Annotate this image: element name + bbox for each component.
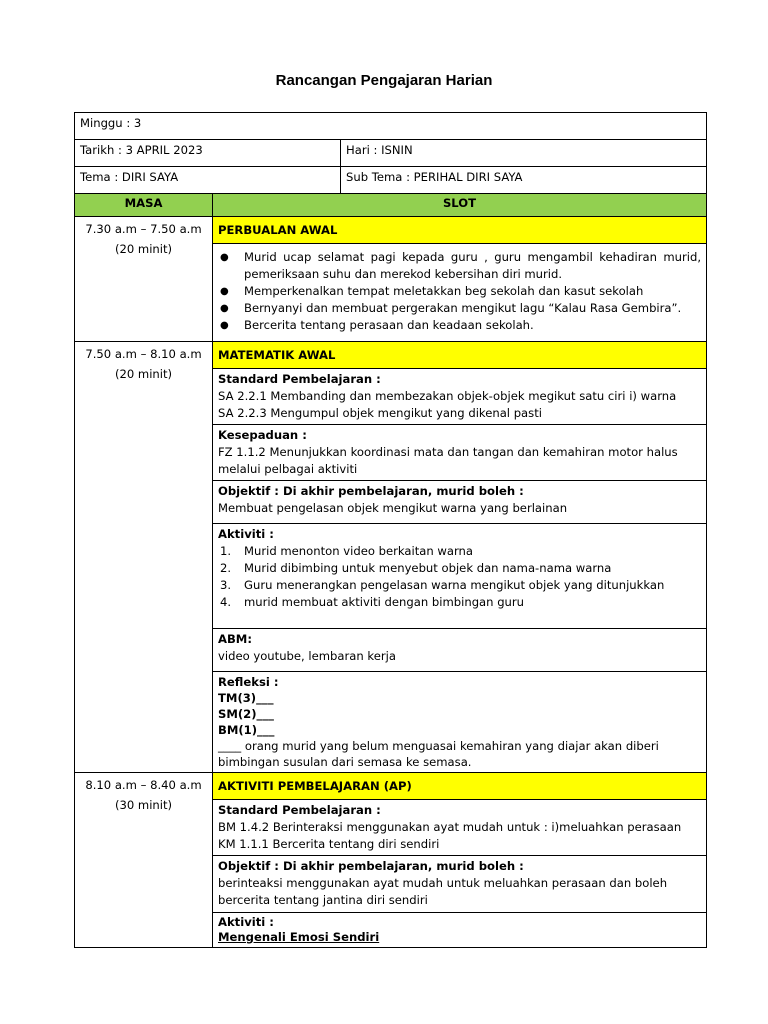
- slot1-item: ● Murid ucap selamat pagi kepada guru , guru mengambil kehadiran murid, pemeriksaan suhu dan merekod kebersihan diri murid.: [218, 249, 701, 283]
- slot3-standard: [213, 800, 707, 856]
- slot2-kesepaduan-text: FZ 1.1.2 Menunjukkan koordinasi mata dan tangan dan kemahiran motor halus melalui pelbagai aktiviti: [218, 445, 678, 476]
- slot2-heading: MATEMATIK AWAL: [213, 342, 707, 369]
- slot2-bm: BM(1)___: [218, 723, 275, 737]
- slot2-refleksi: [213, 672, 707, 773]
- slot1-item: ● Memperkenalkan tempat meletakkan beg sekolah dan kasut sekolah: [218, 283, 701, 300]
- minggu-cell: Minggu : 3: [75, 113, 707, 140]
- tema-cell: Tema : DIRI SAYA: [75, 167, 341, 194]
- slot2-abm-label: ABM:: [218, 632, 252, 646]
- slot3-time-cell: [75, 773, 213, 948]
- slot3-duration: (30 minit): [114, 798, 173, 812]
- slot3-objektif: [213, 856, 707, 913]
- slot2-refleksi-label: Refleksi :: [218, 675, 279, 689]
- slot2-aktiviti-item: 3. Guru menerangkan pengelasan warna mengikut objek yang ditunjukkan: [220, 578, 665, 592]
- page-title: Rancangan Pengajaran Harian: [275, 72, 493, 89]
- slot1-heading: PERBUALAN AWAL: [213, 217, 707, 244]
- slot1-item: ● Bercerita tentang perasaan dan keadaan sekolah.: [218, 317, 701, 334]
- slot2-standard-label: Standard Pembelajaran :: [218, 372, 381, 386]
- slot2-objektif: [213, 481, 707, 524]
- slot2-aktiviti: [213, 524, 707, 629]
- lesson-plan-table: [74, 112, 707, 948]
- slot3-aktiviti: [213, 913, 707, 948]
- slot3-standard-label: Standard Pembelajaran :: [218, 803, 381, 817]
- slot3-aktiviti-label: Aktiviti :: [218, 915, 274, 929]
- slot3-objektif-text: berinteaksi menggunakan ayat mudah untuk meluahkan perasaan dan boleh bercerita tentang jantina diri sendiri: [218, 876, 668, 907]
- slot3-standard-2: KM 1.1.1 Bercerita tentang diri sendiri: [218, 837, 440, 851]
- slot2-sm: SM(2)___: [218, 707, 274, 721]
- slot1-item: ● Bernyanyi dan membuat pergerakan mengikut lagu “Kalau Rasa Gembira”.: [218, 300, 701, 317]
- slot2-refleksi-text: ____ orang murid yang belum menguasai kemahiran yang diajar akan diberi bimbingan susulan dari semasa ke semasa.: [218, 739, 659, 769]
- slot2-aktiviti-item: 2. Murid dibimbing untuk menyebut objek dan nama-nama warna: [220, 561, 612, 575]
- slot2-objektif-label: Objektif : Di akhir pembelajaran, murid boleh :: [218, 484, 524, 498]
- slot1-content: [213, 244, 707, 342]
- slot2-aktiviti-label: Aktiviti :: [218, 527, 274, 541]
- slot2-standard: [213, 369, 707, 425]
- slot3-objektif-label: Objektif : Di akhir pembelajaran, murid boleh :: [218, 859, 524, 873]
- hari-cell: Hari : ISNIN: [341, 140, 707, 167]
- slot2-duration: (20 minit): [114, 367, 173, 381]
- slot3-aktiviti-title: Mengenali Emosi Sendiri: [218, 930, 380, 944]
- slot2-time-cell: [75, 342, 213, 773]
- subtema-cell: Sub Tema : PERIHAL DIRI SAYA: [341, 167, 707, 194]
- slot1-duration: (20 minit): [114, 242, 173, 256]
- slot1-time: 7.30 a.m – 7.50 a.m: [85, 222, 202, 236]
- slot2-tm: TM(3)___: [218, 691, 274, 705]
- masa-header: MASA: [75, 194, 213, 217]
- slot2-aktiviti-item: 1. Murid menonton video berkaitan warna: [220, 544, 474, 558]
- slot-header: SLOT: [213, 194, 707, 217]
- slot2-abm: [213, 629, 707, 672]
- tarikh-cell: Tarikh : 3 APRIL 2023: [75, 140, 341, 167]
- slot3-standard-1: BM 1.4.2 Berinteraksi menggunakan ayat mudah untuk : i)meluahkan perasaan: [218, 820, 682, 834]
- slot3-heading: AKTIVITI PEMBELAJARAN (AP): [213, 773, 707, 800]
- slot2-kesepaduan-label: Kesepaduan :: [218, 428, 307, 442]
- slot1-time-cell: [75, 217, 213, 342]
- slot2-aktiviti-item: 4. murid membuat aktiviti dengan bimbingan guru: [220, 595, 525, 609]
- slot2-time: 7.50 a.m – 8.10 a.m: [85, 347, 202, 361]
- slot2-standard-2: SA 2.2.3 Mengumpul objek mengikut yang dikenal pasti: [218, 406, 542, 420]
- slot3-time: 8.10 a.m – 8.40 a.m: [85, 778, 202, 792]
- slot2-kesepaduan: [213, 425, 707, 481]
- slot2-abm-text: video youtube, lembaran kerja: [218, 649, 396, 663]
- slot2-objektif-text: Membuat pengelasan objek mengikut warna yang berlainan: [218, 501, 568, 515]
- slot2-standard-1: SA 2.2.1 Membanding dan membezakan objek-objek megikut satu ciri i) warna: [218, 389, 677, 403]
